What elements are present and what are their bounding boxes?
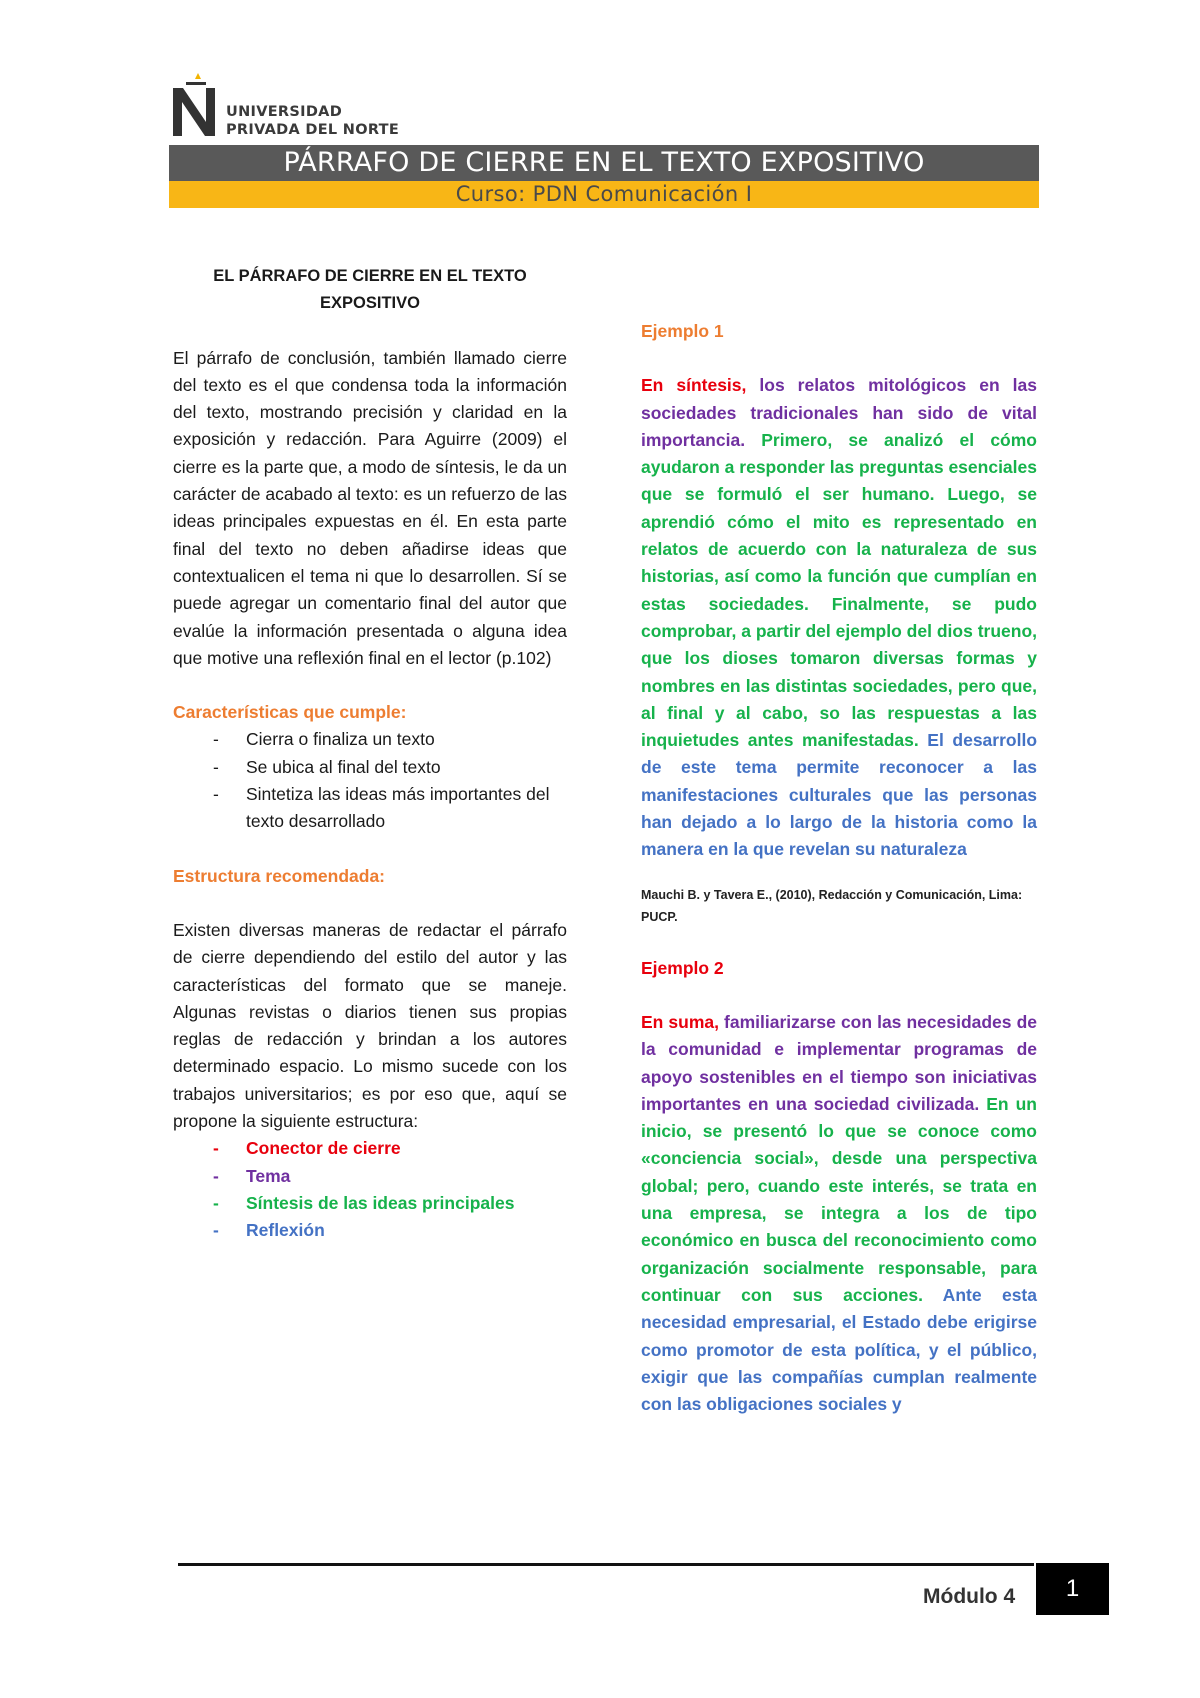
- example1-reflection: El desarrollo de este tema permite reconocer a las manifestaciones culturales que las personas han dejado a lo largo de la historia como la manera en la que revelan su naturaleza: [641, 730, 1038, 860]
- list-item-connector: - Conector de cierre: [173, 1135, 567, 1162]
- module-label: Módulo 4: [923, 1585, 1016, 1608]
- section-heading-line1: EL PÁRRAFO DE CIERRE EN EL TEXTO: [213, 267, 527, 285]
- intro-paragraph: El párrafo de conclusión, también llamado cierre del texto es el que condensa toda la información del texto, mostrando precisión y claridad en la exposición y redacción. Para Aguirre (2009) el cierre es la parte que, a modo de síntesis, le da un carácter de acabado al texto: es un refuerzo de las ideas principales expuestas en él. En esta parte final del texto no deben añadirse ideas que contextualicen el tema ni que lo desarrollen. Sí se puede agregar un comentario final del autor que evalúe la información presentada o alguna idea que motive una reflexión final en el lector (p.102): [173, 347, 567, 668]
- structure-paragraph: Existen diversas maneras de redactar el párrafo de cierre dependiendo del estilo del autor y las características del formato que se maneje. Algunas revistas o diarios tienen sus propias reglas de redacción y brindan a los autores determinado espacio. Lo mismo sucede con los trabajos universitarios; es por eso que, aquí se propone la siguiente estructura:: [173, 919, 567, 1132]
- features-heading: Características que cumple:: [173, 702, 407, 723]
- list-item: - Cierra o finaliza un texto: [173, 726, 567, 753]
- left-column: [173, 263, 567, 1245]
- list-item-reflection: - Reflexión: [173, 1217, 567, 1244]
- list-item-synthesis: - Síntesis de las ideas principales: [173, 1190, 567, 1217]
- example2-paragraph: [641, 1009, 1037, 1418]
- example2-theme: familiarizarse con las necesidades de la comunidad e implementar programas de apoyo sostenibles en el tiempo son iniciativas importantes en una sociedad civilizada.: [641, 1011, 1037, 1114]
- example1-theme: los relatos mitológicos en las sociedades tradicionales han sido de vital importancia.: [641, 375, 1038, 450]
- upn-n-icon: [170, 70, 222, 140]
- section-heading: [173, 263, 567, 318]
- list-item-theme: - Tema: [173, 1163, 567, 1190]
- page-number: 1: [1036, 1563, 1109, 1615]
- structure-heading: Estructura recomendada:: [173, 865, 386, 886]
- course-subtitle: Curso: PDN Comunicación I: [169, 181, 1039, 208]
- example2-title: Ejemplo 2: [641, 957, 724, 978]
- example2-synthesis: En un inicio, se presentó lo que se conoce como «conciencia social», desde una perspectiva global; pero, cuando este interés, se trata en una empresa, se integra a los de tipo económico en busca del reconocimiento como organización socialmente responsable, para continuar con sus acciones.: [641, 1093, 1037, 1305]
- structure-list: [173, 1135, 567, 1244]
- list-item: - Sintetiza las ideas más importantes del texto desarrollado: [173, 781, 567, 836]
- right-column: [641, 318, 1037, 1418]
- example2-connector: En suma,: [641, 1011, 719, 1032]
- list-item: - Se ubica al final del texto: [173, 754, 567, 781]
- university-logo: [170, 70, 430, 140]
- section-heading-line2: EXPOSITIVO: [320, 294, 420, 313]
- footer-divider: [178, 1563, 1034, 1566]
- example1-connector: En síntesis,: [641, 375, 747, 396]
- example1-paragraph: [641, 372, 1037, 863]
- logo-line1: UNIVERSIDAD: [226, 104, 343, 120]
- page-title: PÁRRAFO DE CIERRE EN EL TEXTO EXPOSITIVO: [169, 145, 1039, 181]
- example1-synthesis: Primero, se analizó el cómo ayudaron a responder las preguntas esenciales que se formuló el ser humano. Luego, se aprendió cómo el mito es representado en relatos de acuerdo con la naturaleza de sus historias, así como la función que cumplían en estas sociedades. Finalmente, se pudo comprobar, a partir del ejemplo del dios trueno, que los dioses tomaron diversas formas y nombres en las distintas sociedades, pero que, al final y al cabo, so las respuestas a las inquietudes antes manifestadas.: [641, 429, 1037, 751]
- example2-reflection: Ante esta necesidad empresarial, el Estado debe erigirse como promotor de esta política, y el público, exigir que las compañías cumplan realmente con las obligaciones sociales y: [641, 1284, 1037, 1415]
- features-list: [173, 726, 567, 835]
- example1-title: Ejemplo 1: [641, 321, 724, 341]
- reference: Mauchi B. y Tavera E., (2010), Redacción y Comunicación, Lima: PUCP.: [641, 887, 1023, 924]
- logo-line2: PRIVADA DEL NORTE: [226, 122, 400, 138]
